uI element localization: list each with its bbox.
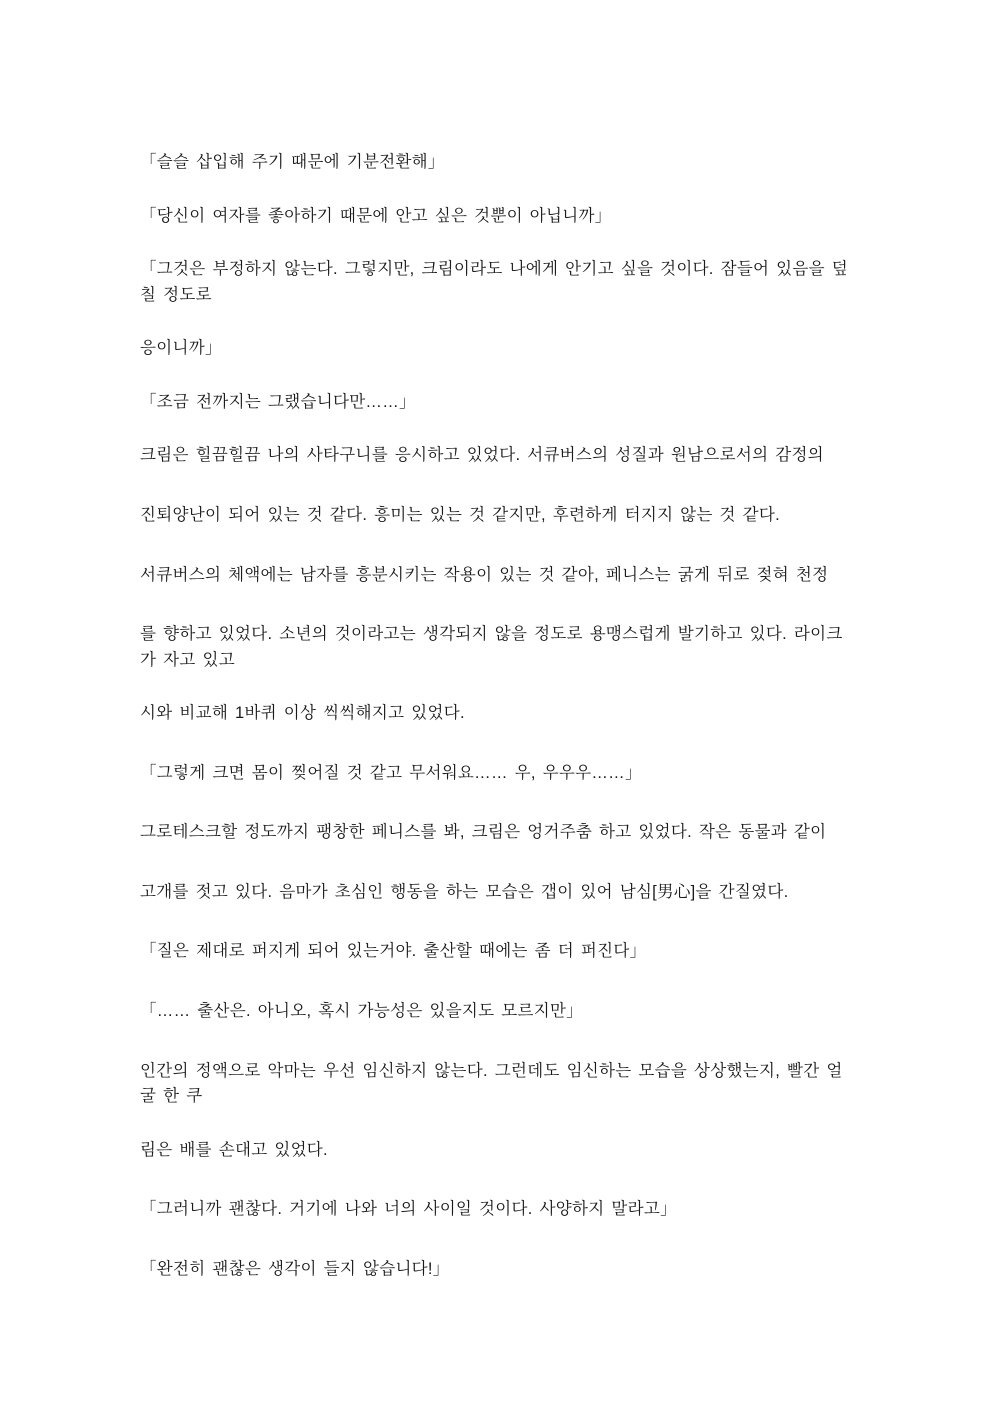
paragraph: 「…… 출산은. 아니오, 혹시 가능성은 있을지도 모르지만」 (140, 1002, 584, 1020)
paragraph: 를 향하고 있었다. 소년의 것이라고는 생각되지 않을 정도로 용맹스럽게 발기하고 있다. 라이크가 자고 있고 (140, 625, 843, 669)
paragraph: 그로테스크할 정도까지 팽창한 페니스를 봐, 크림은 엉거주춤 하고 있었다. 작은 동물과 같이 (140, 823, 827, 842)
paragraph: 크림은 힐끔힐끔 나의 사타구니를 응시하고 있었다. 서큐버스의 성질과 원남으로서의 감정의 (140, 446, 824, 465)
paragraph: 시와 비교해 1바퀴 이상 씩씩해지고 있었다. (140, 704, 465, 723)
paragraph: 「완전히 괜찮은 생각이 들지 않습니다!」 (140, 1259, 450, 1278)
paragraph: 「질은 제대로 퍼지게 되어 있는거야. 출산할 때에는 좀 더 퍼진다」 (140, 942, 647, 961)
paragraph: 인간의 정액으로 악마는 우선 임신하지 않는다. 그런데도 임신하는 모습을 상상했는지, 빨간 얼굴 한 쿠 (140, 1061, 843, 1106)
document-body (140, 150, 852, 1282)
paragraph: 「슬슬 삽입해 주기 때문에 기분전환해」 (140, 153, 445, 171)
paragraph: 「그것은 부정하지 않는다. 그렇지만, 크림이라도 나에게 안기고 싶을 것이다. 잠들어 있음을 덮칠 정도로 (140, 260, 849, 304)
paragraph: 「당신이 여자를 좋아하기 때문에 안고 싶은 것뿐이 아닙니까」 (140, 206, 612, 225)
paragraph: 「조금 전까지는 그랬습니다만……」 (140, 392, 416, 411)
paragraph: 「그러니까 괜찮다. 거기에 나와 너의 사이일 것이다. 사양하지 말라고」 (140, 1200, 677, 1219)
paragraph: 「그렇게 크면 몸이 찢어질 것 같고 무서워요…… 우, 우우우……」 (140, 763, 642, 782)
paragraph: 응이니까」 (140, 339, 222, 358)
paragraph: 진퇴양난이 되어 있는 것 같다. 흥미는 있는 것 같지만, 후련하게 터지지 않는 것 같다. (140, 505, 781, 524)
paragraph: 서큐버스의 체액에는 남자를 흥분시키는 작용이 있는 것 같아, 페니스는 굵게 뒤로 젖혀 천정 (140, 565, 829, 584)
paragraph: 고개를 젓고 있다. 음마가 초심인 행동을 하는 모습은 갭이 있어 남심[男心]을 간질였다. (140, 882, 789, 901)
paragraph: 림은 배를 손대고 있었다. (140, 1140, 328, 1159)
